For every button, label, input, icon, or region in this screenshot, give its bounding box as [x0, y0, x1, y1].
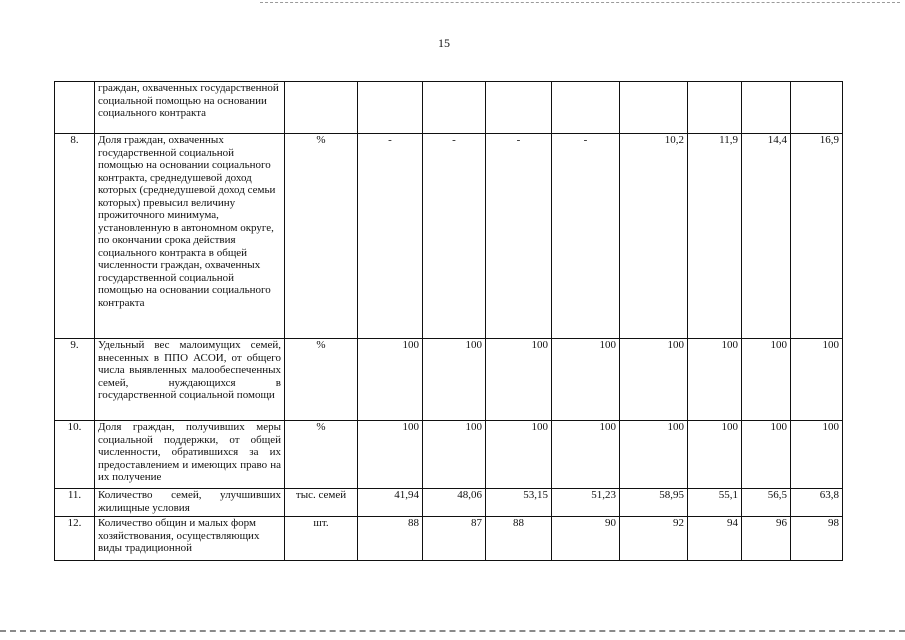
value-cell: 100: [423, 421, 486, 489]
row-number: 12.: [55, 517, 95, 561]
value-cell: 100: [791, 421, 843, 489]
value-cell: 100: [688, 421, 742, 489]
value-cell: [742, 82, 791, 134]
unit-cell: %: [285, 339, 358, 421]
value-cell: 98: [791, 517, 843, 561]
value-cell: 100: [742, 421, 791, 489]
indicators-table: [54, 81, 843, 561]
value-cell: -: [486, 134, 552, 339]
value-cell: 48,06: [423, 489, 486, 517]
scan-artifact-top: [260, 2, 900, 3]
value-cell: [791, 82, 843, 134]
value-cell: 100: [552, 339, 620, 421]
value-cell: 58,95: [620, 489, 688, 517]
unit-cell: шт.: [285, 517, 358, 561]
row-number: 9.: [55, 339, 95, 421]
value-cell: -: [552, 134, 620, 339]
table-row: [55, 517, 843, 561]
row-number: 11.: [55, 489, 95, 517]
page-number: 15: [438, 36, 450, 50]
value-cell: 100: [620, 339, 688, 421]
indicator-name: Количество общин и малых форм хозяйствования, осуществляющих виды традиционной: [95, 517, 285, 561]
table-row: [55, 82, 843, 134]
value-cell: [486, 82, 552, 134]
value-cell: 100: [688, 339, 742, 421]
unit-cell: тыс. семей: [285, 489, 358, 517]
value-cell: 100: [552, 421, 620, 489]
unit-cell: %: [285, 134, 358, 339]
value-cell: 41,94: [358, 489, 423, 517]
value-cell: -: [423, 134, 486, 339]
table-row: [55, 489, 843, 517]
value-cell: [423, 82, 486, 134]
value-cell: 88: [358, 517, 423, 561]
table-row: [55, 421, 843, 489]
value-cell: 100: [486, 421, 552, 489]
indicator-name: Доля граждан, охваченных государственной социальной помощью на основании социального контракта, среднедушевой доход которых (среднедушевой доход семьи которых) превысил величину прожиточного минимума, установленную в автономном округе, по окончании срока действия социального контракта в общей численности граждан, охваченных государственной социальной помощью на основании социального контракта: [95, 134, 285, 339]
value-cell: 53,15: [486, 489, 552, 517]
value-cell: [358, 82, 423, 134]
value-cell: 92: [620, 517, 688, 561]
row-number: 8.: [55, 134, 95, 339]
indicator-name: Удельный вес малоимущих семей, внесенных в ППО АСОИ, от общего числа выявленных малообеспеченных семей, нуждающихся в государственной социальной помощи: [95, 339, 285, 421]
indicator-name: граждан, охваченных государственной социальной помощью на основании социального контракта: [95, 82, 285, 134]
value-cell: 100: [423, 339, 486, 421]
value-cell: 63,8: [791, 489, 843, 517]
row-number: [55, 82, 95, 134]
table-row: [55, 134, 843, 339]
value-cell: 11,9: [688, 134, 742, 339]
value-cell: 55,1: [688, 489, 742, 517]
scan-artifact-bottom: [0, 630, 905, 632]
value-cell: [620, 82, 688, 134]
table-row: [55, 339, 843, 421]
value-cell: 88: [486, 517, 552, 561]
value-cell: 100: [486, 339, 552, 421]
value-cell: 100: [791, 339, 843, 421]
value-cell: 90: [552, 517, 620, 561]
value-cell: [688, 82, 742, 134]
value-cell: [552, 82, 620, 134]
value-cell: 56,5: [742, 489, 791, 517]
value-cell: 14,4: [742, 134, 791, 339]
value-cell: 100: [620, 421, 688, 489]
value-cell: -: [358, 134, 423, 339]
unit-cell: %: [285, 421, 358, 489]
indicator-name: Доля граждан, получивших меры социальной поддержки, от общей численности, обратившихся за их предоставлением и имеющих право на их получение: [95, 421, 285, 489]
value-cell: 100: [358, 421, 423, 489]
value-cell: 100: [358, 339, 423, 421]
indicator-name: Количество семей, улучшивших жилищные условия: [95, 489, 285, 517]
value-cell: 16,9: [791, 134, 843, 339]
value-cell: 87: [423, 517, 486, 561]
value-cell: 51,23: [552, 489, 620, 517]
value-cell: 94: [688, 517, 742, 561]
value-cell: 96: [742, 517, 791, 561]
unit-cell: [285, 82, 358, 134]
value-cell: 100: [742, 339, 791, 421]
row-number: 10.: [55, 421, 95, 489]
value-cell: 10,2: [620, 134, 688, 339]
